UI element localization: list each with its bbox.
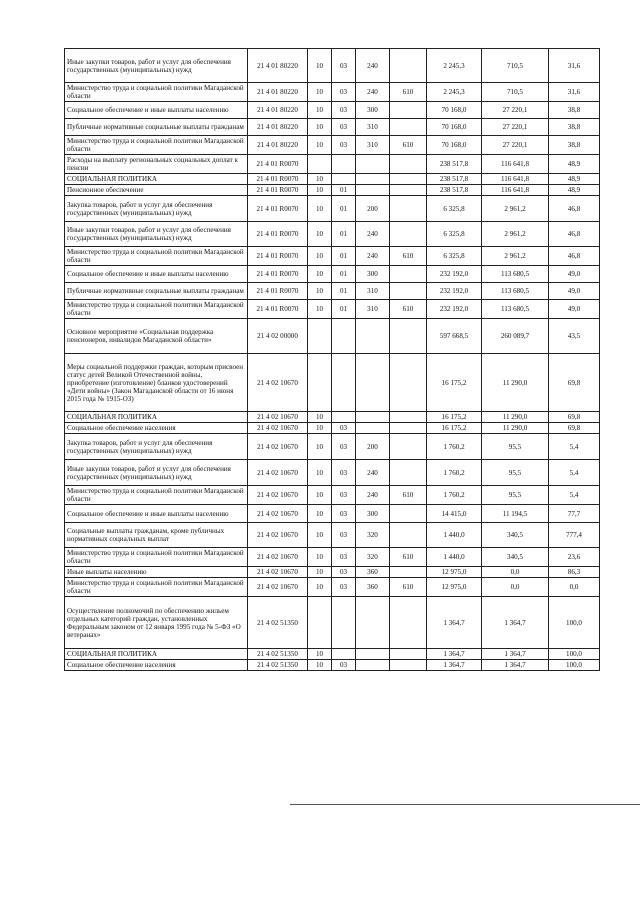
cell-plan: 12 975,0 xyxy=(427,567,482,578)
cell-name: Министерство труда и социальной политики Магаданской области xyxy=(65,83,248,102)
cell-vr: 300 xyxy=(356,102,390,119)
cell-vr: 240 xyxy=(356,460,390,486)
cell-vr xyxy=(356,423,390,434)
cell-pr: 01 xyxy=(332,196,356,222)
table-row xyxy=(65,136,600,155)
cell-vr xyxy=(356,354,390,412)
cell-code: 21 4 01 R0070 xyxy=(248,266,308,283)
cell-rz: 10 xyxy=(308,412,332,423)
cell-fact: 710,5 xyxy=(482,83,549,102)
cell-vr xyxy=(356,174,390,185)
table-row xyxy=(65,119,600,136)
cell-fact: 95,5 xyxy=(482,486,549,505)
cell-percent: 86,3 xyxy=(549,567,600,578)
cell-fact: 27 220,1 xyxy=(482,136,549,155)
cell-rz: 10 xyxy=(308,423,332,434)
cell-code: 21 4 01 R0070 xyxy=(248,247,308,266)
cell-percent: 69,8 xyxy=(549,412,600,423)
cell-plan: 1 440,0 xyxy=(427,548,482,567)
table-row xyxy=(65,597,600,649)
cell-fact: 0,0 xyxy=(482,567,549,578)
document-page xyxy=(64,48,599,671)
cell-code: 21 4 02 10670 xyxy=(248,505,308,523)
cell-grbs xyxy=(390,434,427,460)
cell-plan: 1 440,0 xyxy=(427,523,482,548)
cell-vr: 310 xyxy=(356,136,390,155)
cell-percent: 46,8 xyxy=(549,247,600,266)
cell-grbs xyxy=(390,155,427,174)
cell-percent: 0,0 xyxy=(549,578,600,597)
cell-grbs xyxy=(390,222,427,247)
cell-pr: 03 xyxy=(332,136,356,155)
cell-rz: 10 xyxy=(308,567,332,578)
table-row xyxy=(65,486,600,505)
cell-rz: 10 xyxy=(308,222,332,247)
table-row xyxy=(65,505,600,523)
cell-pr: 03 xyxy=(332,660,356,671)
cell-grbs xyxy=(390,505,427,523)
cell-plan: 232 192,0 xyxy=(427,266,482,283)
table-row xyxy=(65,578,600,597)
cell-rz: 10 xyxy=(308,266,332,283)
cell-fact: 2 961,2 xyxy=(482,247,549,266)
cell-name: Иные закупки товаров, работ и услуг для обеспечения государственных (муниципальных) нужд xyxy=(65,49,248,83)
cell-fact: 27 220,1 xyxy=(482,119,549,136)
table-row xyxy=(65,523,600,548)
cell-grbs xyxy=(390,523,427,548)
cell-grbs xyxy=(390,460,427,486)
table-row xyxy=(65,660,600,671)
cell-pr: 01 xyxy=(332,185,356,196)
cell-code: 21 4 01 80220 xyxy=(248,83,308,102)
cell-name: Социальные выплаты гражданам, кроме публичных нормативных социальных выплат xyxy=(65,523,248,548)
cell-grbs: 610 xyxy=(390,486,427,505)
cell-grbs xyxy=(390,319,427,354)
cell-vr: 310 xyxy=(356,283,390,300)
cell-pr xyxy=(332,412,356,423)
cell-code: 21 4 02 10670 xyxy=(248,523,308,548)
table-row xyxy=(65,102,600,119)
cell-pr xyxy=(332,319,356,354)
cell-pr: 03 xyxy=(332,505,356,523)
table-row xyxy=(65,155,600,174)
cell-rz: 10 xyxy=(308,300,332,319)
cell-grbs xyxy=(390,597,427,649)
cell-vr: 240 xyxy=(356,247,390,266)
cell-pr: 01 xyxy=(332,300,356,319)
table-row xyxy=(65,300,600,319)
cell-code: 21 4 01 R0070 xyxy=(248,283,308,300)
cell-vr xyxy=(356,319,390,354)
cell-plan: 1 364,7 xyxy=(427,660,482,671)
cell-vr: 300 xyxy=(356,266,390,283)
cell-vr: 240 xyxy=(356,222,390,247)
table-row xyxy=(65,649,600,660)
cell-plan: 1 760,2 xyxy=(427,486,482,505)
cell-percent: 38,8 xyxy=(549,136,600,155)
cell-code: 21 4 02 10670 xyxy=(248,412,308,423)
cell-name: Осуществление полномочий по обеспечению жильем отдельных категорий граждан, установленных Федеральным законом от 12 января 1995 года № 5-ФЗ «О ветеранах» xyxy=(65,597,248,649)
cell-plan: 238 517,8 xyxy=(427,155,482,174)
cell-code: 21 4 02 10670 xyxy=(248,423,308,434)
cell-plan: 597 668,5 xyxy=(427,319,482,354)
cell-code: 21 4 02 10670 xyxy=(248,548,308,567)
cell-percent: 48,9 xyxy=(549,185,600,196)
cell-code: 21 4 01 80220 xyxy=(248,102,308,119)
cell-pr: 03 xyxy=(332,548,356,567)
table-row xyxy=(65,460,600,486)
cell-rz xyxy=(308,354,332,412)
cell-rz: 10 xyxy=(308,283,332,300)
cell-rz: 10 xyxy=(308,119,332,136)
cell-percent: 100,0 xyxy=(549,660,600,671)
cell-fact: 113 680,5 xyxy=(482,283,549,300)
table-row xyxy=(65,185,600,196)
cell-name: Социальное обеспечение и иные выплаты населению xyxy=(65,505,248,523)
cell-percent: 49,0 xyxy=(549,266,600,283)
cell-percent: 5,4 xyxy=(549,460,600,486)
cell-percent: 46,8 xyxy=(549,222,600,247)
cell-grbs xyxy=(390,174,427,185)
cell-grbs: 610 xyxy=(390,578,427,597)
cell-plan: 1 364,7 xyxy=(427,597,482,649)
cell-fact: 11 290,0 xyxy=(482,412,549,423)
cell-grbs: 610 xyxy=(390,83,427,102)
cell-fact: 116 641,8 xyxy=(482,174,549,185)
cell-grbs xyxy=(390,283,427,300)
cell-percent: 23,6 xyxy=(549,548,600,567)
cell-rz: 10 xyxy=(308,247,332,266)
cell-fact: 11 194,5 xyxy=(482,505,549,523)
table-row xyxy=(65,319,600,354)
cell-fact: 11 290,0 xyxy=(482,354,549,412)
cell-grbs xyxy=(390,567,427,578)
cell-vr: 360 xyxy=(356,567,390,578)
cell-percent: 100,0 xyxy=(549,597,600,649)
cell-pr: 01 xyxy=(332,222,356,247)
cell-pr: 03 xyxy=(332,486,356,505)
cell-rz: 10 xyxy=(308,460,332,486)
cell-rz: 10 xyxy=(308,196,332,222)
table-row xyxy=(65,222,600,247)
cell-fact: 116 641,8 xyxy=(482,155,549,174)
cell-plan: 70 168,0 xyxy=(427,119,482,136)
cell-percent: 77,7 xyxy=(549,505,600,523)
cell-percent: 38,8 xyxy=(549,102,600,119)
cell-percent: 100,0 xyxy=(549,649,600,660)
cell-rz xyxy=(308,597,332,649)
cell-rz: 10 xyxy=(308,174,332,185)
cell-code: 21 4 01 R0070 xyxy=(248,196,308,222)
cell-rz: 10 xyxy=(308,185,332,196)
cell-percent: 5,4 xyxy=(549,434,600,460)
cell-plan: 2 245,3 xyxy=(427,83,482,102)
cell-name: Министерство труда и социальной политики Магаданской области xyxy=(65,486,248,505)
cell-pr xyxy=(332,649,356,660)
cell-grbs xyxy=(390,266,427,283)
cell-pr xyxy=(332,155,356,174)
cell-grbs xyxy=(390,354,427,412)
cell-code: 21 4 02 10670 xyxy=(248,434,308,460)
cell-rz: 10 xyxy=(308,83,332,102)
cell-plan: 6 325,8 xyxy=(427,247,482,266)
cell-code: 21 4 01 80220 xyxy=(248,136,308,155)
cell-plan: 6 325,8 xyxy=(427,222,482,247)
cell-grbs xyxy=(390,423,427,434)
cell-vr: 240 xyxy=(356,486,390,505)
cell-name: Министерство труда и социальной политики Магаданской области xyxy=(65,136,248,155)
cell-grbs xyxy=(390,196,427,222)
cell-fact: 113 680,5 xyxy=(482,300,549,319)
cell-grbs: 610 xyxy=(390,136,427,155)
cell-rz: 10 xyxy=(308,548,332,567)
cell-percent: 43,5 xyxy=(549,319,600,354)
cell-code: 21 4 02 10670 xyxy=(248,486,308,505)
cell-code: 21 4 02 10670 xyxy=(248,578,308,597)
cell-percent: 38,8 xyxy=(549,119,600,136)
cell-plan: 2 245,3 xyxy=(427,49,482,83)
cell-code: 21 4 01 80220 xyxy=(248,49,308,83)
cell-grbs xyxy=(390,49,427,83)
cell-fact: 1 364,7 xyxy=(482,597,549,649)
table-row xyxy=(65,196,600,222)
cell-grbs xyxy=(390,119,427,136)
cell-pr: 03 xyxy=(332,119,356,136)
cell-grbs xyxy=(390,185,427,196)
table-row xyxy=(65,83,600,102)
cell-name: Министерство труда и социальной политики Магаданской области xyxy=(65,578,248,597)
cell-name: Закупка товаров, работ и услуг для обеспечения государственных (муниципальных) нужд xyxy=(65,434,248,460)
cell-pr: 03 xyxy=(332,434,356,460)
cell-grbs xyxy=(390,412,427,423)
cell-name: Меры социальной поддержки граждан, которым присвоен статус детей Великой Отечественной войны, приобретение (изготовление) бланков удостоверений «Дети войны» (Закон Магаданской области от 16 июня 2015 года № 1915-ОЗ) xyxy=(65,354,248,412)
cell-pr xyxy=(332,174,356,185)
cell-plan: 70 168,0 xyxy=(427,102,482,119)
cell-fact: 340,5 xyxy=(482,548,549,567)
cell-fact: 1 364,7 xyxy=(482,649,549,660)
cell-grbs xyxy=(390,102,427,119)
cell-rz: 10 xyxy=(308,486,332,505)
cell-vr: 300 xyxy=(356,505,390,523)
cell-rz: 10 xyxy=(308,102,332,119)
cell-fact: 113 680,5 xyxy=(482,266,549,283)
cell-vr xyxy=(356,597,390,649)
budget-table-body xyxy=(65,49,600,671)
cell-fact: 260 089,7 xyxy=(482,319,549,354)
cell-fact: 340,5 xyxy=(482,523,549,548)
cell-name: Министерство труда и социальной политики Магаданской области xyxy=(65,300,248,319)
cell-pr: 03 xyxy=(332,83,356,102)
cell-code: 21 4 01 R0070 xyxy=(248,185,308,196)
cell-plan: 238 517,8 xyxy=(427,185,482,196)
cell-percent: 31,6 xyxy=(549,49,600,83)
cell-fact: 95,5 xyxy=(482,434,549,460)
cell-vr: 240 xyxy=(356,83,390,102)
cell-percent: 69,8 xyxy=(549,423,600,434)
cell-name: СОЦИАЛЬНАЯ ПОЛИТИКА xyxy=(65,412,248,423)
cell-code: 21 4 02 51350 xyxy=(248,597,308,649)
cell-percent: 31,6 xyxy=(549,83,600,102)
cell-pr: 03 xyxy=(332,49,356,83)
cell-pr: 01 xyxy=(332,247,356,266)
cell-fact: 95,5 xyxy=(482,460,549,486)
cell-rz: 10 xyxy=(308,649,332,660)
cell-name: Иные выплаты населению xyxy=(65,567,248,578)
cell-name: Министерство труда и социальной политики Магаданской области xyxy=(65,247,248,266)
cell-vr xyxy=(356,660,390,671)
cell-plan: 238 517,8 xyxy=(427,174,482,185)
cell-code: 21 4 01 80220 xyxy=(248,119,308,136)
cell-name: Закупка товаров, работ и услуг для обеспечения государственных (муниципальных) нужд xyxy=(65,196,248,222)
cell-vr: 320 xyxy=(356,523,390,548)
cell-plan: 16 175,2 xyxy=(427,354,482,412)
cell-fact: 2 961,2 xyxy=(482,196,549,222)
cell-name: Социальное обеспечение и иные выплаты населению xyxy=(65,266,248,283)
table-row xyxy=(65,283,600,300)
cell-vr: 310 xyxy=(356,119,390,136)
cell-plan: 232 192,0 xyxy=(427,300,482,319)
cell-rz: 10 xyxy=(308,434,332,460)
cell-name: СОЦИАЛЬНАЯ ПОЛИТИКА xyxy=(65,649,248,660)
cell-percent: 48,9 xyxy=(549,174,600,185)
cell-vr: 310 xyxy=(356,300,390,319)
cell-rz: 10 xyxy=(308,523,332,548)
cell-name: Социальное обеспечение и иные выплаты населению xyxy=(65,102,248,119)
cell-fact: 1 364,7 xyxy=(482,660,549,671)
cell-code: 21 4 01 R0070 xyxy=(248,222,308,247)
cell-code: 21 4 02 10670 xyxy=(248,354,308,412)
table-row xyxy=(65,423,600,434)
cell-name: Основное мероприятие «Социальная поддержка пенсионеров, инвалидов Магаданской области» xyxy=(65,319,248,354)
cell-rz: 10 xyxy=(308,660,332,671)
cell-pr: 03 xyxy=(332,423,356,434)
cell-plan: 1 760,2 xyxy=(427,460,482,486)
cell-code: 21 4 01 R0070 xyxy=(248,174,308,185)
cell-pr: 03 xyxy=(332,578,356,597)
cell-code: 21 4 02 51350 xyxy=(248,649,308,660)
cell-plan: 1 364,7 xyxy=(427,649,482,660)
cell-vr xyxy=(356,412,390,423)
cell-plan: 1 760,2 xyxy=(427,434,482,460)
cell-code: 21 4 01 R0070 xyxy=(248,300,308,319)
cell-code: 21 4 02 51350 xyxy=(248,660,308,671)
cell-name: Иные закупки товаров, работ и услуг для обеспечения государственных (муниципальных) нужд xyxy=(65,222,248,247)
cell-rz: 10 xyxy=(308,136,332,155)
cell-pr: 03 xyxy=(332,567,356,578)
cell-percent: 777,4 xyxy=(549,523,600,548)
cell-code: 21 4 01 R0070 xyxy=(248,155,308,174)
cell-rz: 10 xyxy=(308,505,332,523)
cell-name: Публичные нормативные социальные выплаты гражданам xyxy=(65,119,248,136)
cell-name: Публичные нормативные социальные выплаты гражданам xyxy=(65,283,248,300)
cell-percent: 5,4 xyxy=(549,486,600,505)
cell-grbs: 610 xyxy=(390,247,427,266)
cell-code: 21 4 02 00000 xyxy=(248,319,308,354)
cell-vr xyxy=(356,185,390,196)
cell-percent: 48,9 xyxy=(549,155,600,174)
cell-percent: 69,8 xyxy=(549,354,600,412)
cell-pr: 03 xyxy=(332,523,356,548)
table-row xyxy=(65,548,600,567)
cell-vr xyxy=(356,649,390,660)
cell-percent: 49,0 xyxy=(549,283,600,300)
cell-rz xyxy=(308,155,332,174)
cell-grbs xyxy=(390,660,427,671)
cell-name: Иные закупки товаров, работ и услуг для обеспечения государственных (муниципальных) нужд xyxy=(65,460,248,486)
cell-grbs: 610 xyxy=(390,548,427,567)
cell-pr: 03 xyxy=(332,460,356,486)
table-row xyxy=(65,412,600,423)
cell-pr xyxy=(332,354,356,412)
table-row xyxy=(65,49,600,83)
table-row xyxy=(65,174,600,185)
cell-vr: 240 xyxy=(356,49,390,83)
cell-fact: 11 290,0 xyxy=(482,423,549,434)
cell-plan: 16 175,2 xyxy=(427,412,482,423)
cell-plan: 232 192,0 xyxy=(427,283,482,300)
cell-percent: 49,0 xyxy=(549,300,600,319)
cell-code: 21 4 02 10670 xyxy=(248,460,308,486)
cell-grbs: 610 xyxy=(390,300,427,319)
cell-name: Социальное обеспечение населения xyxy=(65,660,248,671)
page-divider xyxy=(290,804,640,805)
cell-name: СОЦИАЛЬНАЯ ПОЛИТИКА xyxy=(65,174,248,185)
table-row xyxy=(65,247,600,266)
cell-plan: 14 415,0 xyxy=(427,505,482,523)
cell-plan: 12 975,0 xyxy=(427,578,482,597)
cell-fact: 0,0 xyxy=(482,578,549,597)
table-row xyxy=(65,567,600,578)
cell-vr: 360 xyxy=(356,578,390,597)
cell-name: Социальное обеспечение населения xyxy=(65,423,248,434)
cell-plan: 70 168,0 xyxy=(427,136,482,155)
cell-rz xyxy=(308,319,332,354)
cell-fact: 710,5 xyxy=(482,49,549,83)
cell-rz: 10 xyxy=(308,578,332,597)
cell-vr: 200 xyxy=(356,434,390,460)
cell-fact: 27 220,1 xyxy=(482,102,549,119)
table-row xyxy=(65,266,600,283)
cell-pr xyxy=(332,597,356,649)
cell-pr: 01 xyxy=(332,283,356,300)
budget-table xyxy=(64,48,600,671)
table-row xyxy=(65,434,600,460)
cell-name: Пенсионное обеспечение xyxy=(65,185,248,196)
table-row xyxy=(65,354,600,412)
cell-fact: 2 961,2 xyxy=(482,222,549,247)
cell-pr: 03 xyxy=(332,102,356,119)
cell-vr: 320 xyxy=(356,548,390,567)
cell-fact: 116 641,8 xyxy=(482,185,549,196)
cell-percent: 46,8 xyxy=(549,196,600,222)
cell-plan: 16 175,2 xyxy=(427,423,482,434)
cell-name: Министерство труда и социальной политики Магаданской области xyxy=(65,548,248,567)
cell-vr: 200 xyxy=(356,196,390,222)
cell-pr: 01 xyxy=(332,266,356,283)
cell-grbs xyxy=(390,649,427,660)
cell-plan: 6 325,8 xyxy=(427,196,482,222)
cell-name: Расходы на выплату региональных социальных доплат к пенсии xyxy=(65,155,248,174)
cell-code: 21 4 02 10670 xyxy=(248,567,308,578)
cell-rz: 10 xyxy=(308,49,332,83)
cell-vr xyxy=(356,155,390,174)
